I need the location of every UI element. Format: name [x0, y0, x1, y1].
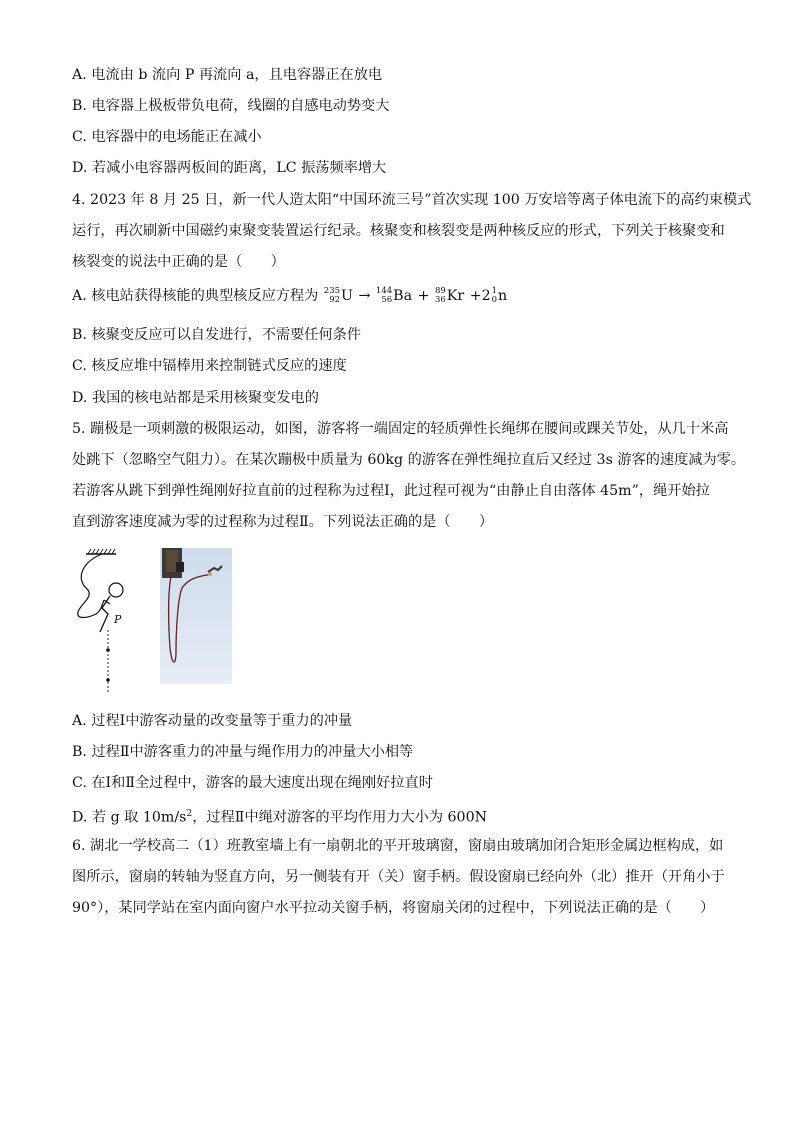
q3-option-c: C. 电容器中的电场能正在减小	[72, 129, 262, 145]
q5-option-a: A. 过程Ⅰ中游客动量的改变量等于重力的冲量	[72, 713, 353, 729]
bungee-sketch-figure	[72, 548, 132, 696]
q4-option-b: B. 核聚变反应可以自发进行，不需要任何条件	[72, 327, 362, 343]
kr-mass-number: 89	[434, 286, 446, 296]
ba-mass-number: 144	[375, 286, 393, 296]
q5-option-c: C. 在Ⅰ和Ⅱ全过程中，游客的最大速度出现在绳刚好拉直时	[72, 775, 433, 791]
q4-option-d: D. 我国的核电站都是采用核聚变发电的	[72, 390, 319, 406]
point-p-label: P	[114, 613, 122, 626]
plus-sign-2: +2	[469, 288, 491, 304]
q5-option-d-pre: D. 若 g 取 10m/s	[72, 809, 187, 826]
reaction-arrow: →	[358, 288, 371, 304]
kr-atomic-number: 36	[434, 295, 446, 305]
q4-option-a	[72, 287, 508, 305]
q5-stem-line-1: 5. 蹦极是一项刺激的极限运动，如图，游客将一端固定的轻质弹性长绳绑在腰间或踝关节处，从几十米高	[72, 421, 729, 437]
q4-option-a-text: A. 核电站获得核能的典型核反应方程为	[72, 288, 319, 304]
q6-stem-line-3: 90°），某同学站在室内面向窗户水平拉动关窗手柄，将窗扇关闭的过程中，下列说法正确的是（ ）	[72, 900, 715, 916]
q4-stem-line-2: 运行，再次刷新中国磁约束聚变装置运行纪录。核聚变和核裂变是两种核反应的形式，下列关于核聚变和	[72, 223, 725, 239]
nuclide-neutron	[492, 287, 508, 305]
n-atomic-number: 0	[491, 295, 498, 305]
q3-option-b: B. 电容器上极板带负电荷，线圈的自感电动势变大	[72, 98, 390, 114]
q5-stem-line-4: 直到游客速度减为零的过程称为过程Ⅱ。下列说法正确的是（ ）	[72, 514, 494, 530]
u-atomic-number: 92	[329, 295, 341, 305]
q5-option-b: B. 过程Ⅱ中游客重力的冲量与绳作用力的冲量大小相等	[72, 744, 414, 760]
n-mass-number: 1	[491, 286, 498, 296]
ba-symbol: Ba	[393, 288, 413, 304]
q3-option-d: D. 若减小电容器两板间的距离，LC 振荡频率增大	[72, 160, 387, 176]
q6-stem-line-1: 6. 湖北一学校高二（1）班教室墙上有一扇朝北的平开玻璃窗，窗扇由玻璃加闭合矩形金属边框构成，如	[72, 838, 724, 854]
bungee-photo	[160, 548, 232, 684]
nuclide-barium	[376, 287, 412, 305]
nuclide-uranium	[324, 287, 353, 305]
q4-stem-line-1: 4. 2023 年 8 月 25 日，新一代人造太阳“中国环流三号”首次实现 100 万安培等离子体电流下的高约束模式	[72, 192, 752, 208]
ba-atomic-number: 56	[381, 295, 393, 305]
kr-symbol: Kr	[446, 288, 465, 304]
q4-stem-line-3: 核裂变的说法中正确的是（ ）	[72, 254, 285, 270]
q5-stem-line-2: 处跳下（忽略空气阻力）。在某次蹦极中质量为 60kg 的游客在弹性绳拉直后又经过 3s 游客的速度减为零。	[72, 452, 746, 468]
q5-option-d	[72, 805, 487, 827]
q5-stem-line-3: 若游客从跳下到弹性绳刚好拉直前的过程称为过程Ⅰ，此过程可视为“由静止自由落体 45m”，绳开始拉	[72, 483, 710, 499]
q5-option-d-exponent: 2	[186, 809, 193, 819]
q5-option-d-post: ，过程Ⅱ中绳对游客的平均作用力大小为 600N	[192, 809, 488, 826]
n-symbol: n	[498, 288, 508, 304]
u-symbol: U	[341, 288, 353, 304]
q3-option-a: A. 电流由 b 流向 P 再流向 a，且电容器正在放电	[72, 67, 383, 83]
nuclide-krypton	[435, 287, 464, 305]
q4-option-c: C. 核反应堆中镉棒用来控制链式反应的速度	[72, 358, 347, 374]
plus-sign-1: +	[417, 288, 430, 304]
q6-stem-line-2: 图所示，窗扇的转轴为竖直方向，另一侧装有开（关）窗手柄。假设窗扇已经向外（北）推开（开角小于	[72, 869, 725, 885]
u-mass-number: 235	[323, 286, 341, 296]
